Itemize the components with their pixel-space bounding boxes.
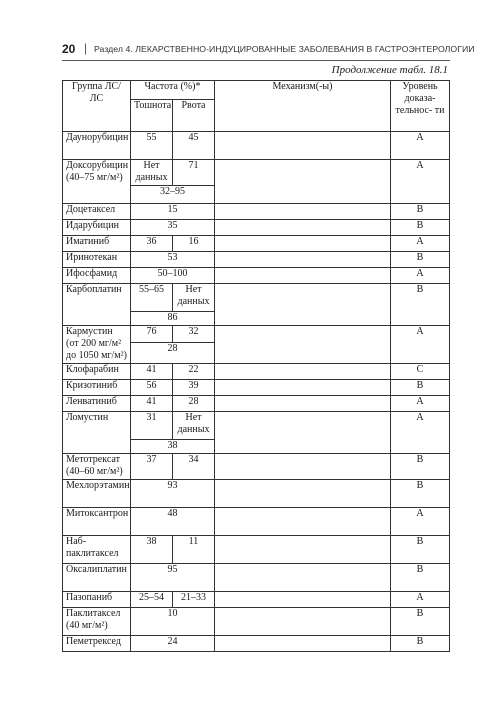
nausea-value: 38: [131, 536, 173, 564]
header-frequency: Частота (%)*: [131, 81, 215, 100]
header-mechanism: Механизм(-ы): [215, 81, 391, 132]
combined-value: 32–95: [131, 186, 215, 204]
mechanism-value: [215, 236, 391, 252]
table-row: [63, 160, 450, 186]
vomiting-value: 32: [173, 326, 215, 343]
vomiting-value: 45: [173, 132, 215, 160]
mechanism-value: [215, 326, 391, 364]
nausea-value: 25–54: [131, 592, 173, 608]
vomiting-value: 28: [173, 396, 215, 412]
drug-name: Ломустин: [63, 412, 131, 454]
evidence-level: A: [391, 396, 450, 412]
drug-name: Доксорубицин (40–75 мг/м²): [63, 160, 131, 204]
vomiting-value: 11: [173, 536, 215, 564]
mechanism-value: [215, 636, 391, 652]
evidence-level: B: [391, 380, 450, 396]
table-row: [63, 326, 450, 343]
nausea-value: 31: [131, 412, 173, 440]
table-row: [63, 636, 450, 652]
table-row: [63, 132, 450, 160]
vomiting-value: 16: [173, 236, 215, 252]
evidence-level: B: [391, 480, 450, 508]
combined-value: 15: [131, 204, 215, 220]
nausea-value: Нет данных: [131, 160, 173, 186]
drug-table: [62, 80, 450, 652]
mechanism-value: [215, 252, 391, 268]
nausea-value: 36: [131, 236, 173, 252]
drug-name: Ифосфамид: [63, 268, 131, 284]
evidence-level: A: [391, 268, 450, 284]
table-row: [63, 364, 450, 380]
combined-value: 93: [131, 480, 215, 508]
combined-value: 35: [131, 220, 215, 236]
evidence-level: B: [391, 564, 450, 592]
drug-name: Оксалиплатин: [63, 564, 131, 592]
evidence-level: A: [391, 592, 450, 608]
evidence-level: A: [391, 132, 450, 160]
evidence-level: A: [391, 160, 450, 204]
drug-name: Наб-паклитаксел: [63, 536, 131, 564]
table-row: [63, 396, 450, 412]
header-evidence: Уровень доказа- тельнос- ти: [391, 81, 450, 132]
evidence-level: B: [391, 252, 450, 268]
mechanism-value: [215, 454, 391, 480]
table-row: [63, 204, 450, 220]
nausea-value: 37: [131, 454, 173, 480]
drug-name: Пеметрексед: [63, 636, 131, 652]
table-row: [63, 608, 450, 636]
drug-name: Пазопаниб: [63, 592, 131, 608]
nausea-value: 41: [131, 364, 173, 380]
combined-value: 95: [131, 564, 215, 592]
table-row: [63, 380, 450, 396]
table-row: [63, 236, 450, 252]
combined-value: 38: [131, 440, 215, 454]
drug-name: Метотрексат (40–60 мг/м²): [63, 454, 131, 480]
mechanism-value: [215, 592, 391, 608]
vomiting-value: 39: [173, 380, 215, 396]
combined-value: 28: [131, 343, 215, 364]
evidence-level: B: [391, 454, 450, 480]
vomiting-value: Нет данных: [173, 412, 215, 440]
mechanism-value: [215, 508, 391, 536]
header-group: Группа ЛС/ ЛС: [63, 81, 131, 132]
vomiting-value: 21–33: [173, 592, 215, 608]
mechanism-value: [215, 364, 391, 380]
mechanism-value: [215, 204, 391, 220]
evidence-level: A: [391, 412, 450, 454]
evidence-level: B: [391, 608, 450, 636]
header-vomiting: Рвота: [173, 100, 215, 132]
table-row: [63, 480, 450, 508]
mechanism-value: [215, 536, 391, 564]
mechanism-value: [215, 608, 391, 636]
combined-value: 48: [131, 508, 215, 536]
drug-name: Кризотиниб: [63, 380, 131, 396]
mechanism-value: [215, 284, 391, 326]
header-separator: |: [84, 41, 88, 55]
combined-value: 10: [131, 608, 215, 636]
mechanism-value: [215, 220, 391, 236]
mechanism-value: [215, 480, 391, 508]
evidence-level: B: [391, 220, 450, 236]
drug-name: Даунорубицин: [63, 132, 131, 160]
mechanism-value: [215, 412, 391, 454]
mechanism-value: [215, 160, 391, 204]
table-row: [63, 284, 450, 312]
mechanism-value: [215, 268, 391, 284]
evidence-level: A: [391, 236, 450, 252]
nausea-value: 55: [131, 132, 173, 160]
table-row: [63, 220, 450, 236]
table-row: [63, 536, 450, 564]
combined-value: 24: [131, 636, 215, 652]
drug-name: Клофарабин: [63, 364, 131, 380]
header-rule: [62, 60, 450, 61]
evidence-level: B: [391, 204, 450, 220]
table-row: [63, 564, 450, 592]
nausea-value: 41: [131, 396, 173, 412]
combined-value: 53: [131, 252, 215, 268]
mechanism-value: [215, 564, 391, 592]
drug-name: Карбоплатин: [63, 284, 131, 326]
evidence-level: A: [391, 508, 450, 536]
drug-name: Паклитаксел (40 мг/м²): [63, 608, 131, 636]
combined-value: 50–100: [131, 268, 215, 284]
drug-name: Митоксантрон: [63, 508, 131, 536]
vomiting-value: 71: [173, 160, 215, 186]
evidence-level: B: [391, 284, 450, 326]
page-number: 20: [62, 42, 76, 56]
drug-name: Мехлорэтамин: [63, 480, 131, 508]
evidence-level: B: [391, 536, 450, 564]
vomiting-value: 22: [173, 364, 215, 380]
mechanism-value: [215, 396, 391, 412]
table-row: [63, 252, 450, 268]
drug-name: Кармустин (от 200 мг/м² до 1050 мг/м²): [63, 326, 131, 364]
mechanism-value: [215, 380, 391, 396]
nausea-value: 56: [131, 380, 173, 396]
section-title: Раздел 4. ЛЕКАРСТВЕННО-ИНДУЦИРОВАННЫЕ ЗАБОЛЕВАНИЯ В ГАСТРОЭНТЕРОЛОГИИ: [94, 44, 475, 54]
table-row: [63, 268, 450, 284]
header-nausea: Тошнота: [131, 100, 173, 132]
evidence-level: C: [391, 364, 450, 380]
table-row: [63, 454, 450, 480]
combined-value: 86: [131, 312, 215, 326]
mechanism-value: [215, 132, 391, 160]
vomiting-value: 34: [173, 454, 215, 480]
drug-name: Иринотекан: [63, 252, 131, 268]
drug-name: Идарубицин: [63, 220, 131, 236]
running-header: [62, 41, 475, 60]
vomiting-value: Нет данных: [173, 284, 215, 312]
table-continuation-caption: Продолжение табл. 18.1: [331, 64, 448, 76]
nausea-value: 55–65: [131, 284, 173, 312]
nausea-value: 76: [131, 326, 173, 343]
table-row: [63, 508, 450, 536]
table-row: [63, 412, 450, 440]
drug-name: Иматиниб: [63, 236, 131, 252]
evidence-level: B: [391, 636, 450, 652]
drug-name: Доцетаксел: [63, 204, 131, 220]
drug-name: Ленватиниб: [63, 396, 131, 412]
evidence-level: A: [391, 326, 450, 364]
table-row: [63, 592, 450, 608]
